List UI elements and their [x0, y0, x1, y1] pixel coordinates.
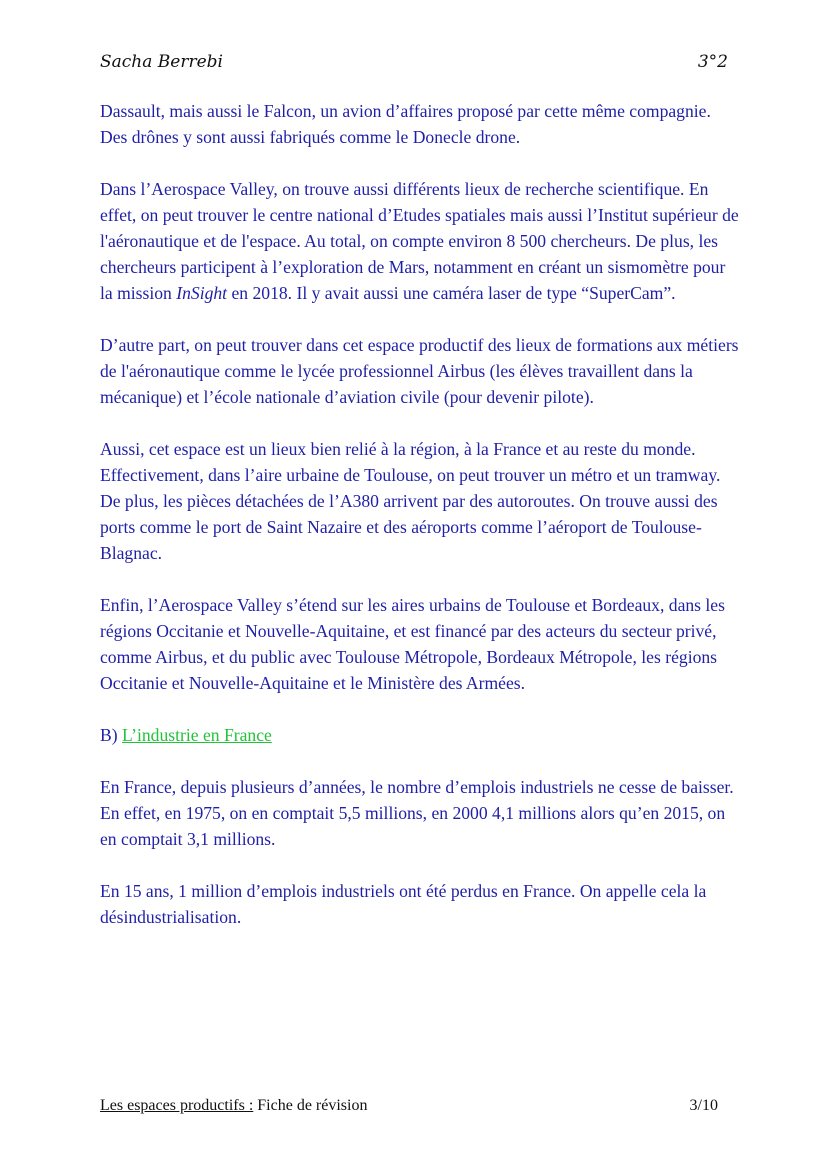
paragraph-dassault: Dassault, mais aussi le Falcon, un avion d’affaires proposé par cette même compagnie.	[100, 101, 711, 121]
page-header	[100, 52, 728, 80]
paragraph-actors: Enfin, l’Aerospace Valley s’étend sur les aires urbains de Toulouse et Bordeaux, dans les régions Occitanie et Nouvelle-Aquitaine, et est financé par des acteurs du secteur privé, comme Airbus, et du public avec Toulouse Métropole, Bordeaux Métropole, les régions Occitanie et Nouvelle-Aquitaine et le Ministère des Armées.	[100, 595, 725, 693]
page-number: 3/10	[689, 1097, 718, 1114]
paragraph-connections: Aussi, cet espace est un lieux bien relié à la région, à la France et au reste du monde. Effectivement, dans l’aire urbaine de Toulouse, on peut trouver un métro et un tramway. De plus, les pièces détachées de l’A380 arrivent par des autoroutes. On trouve aussi des ports comme le port de Saint Nazaire et des aéroports comme l’aéroport de Toulouse-Blagnac.	[100, 439, 721, 563]
class-label: 3°2	[697, 52, 728, 72]
document-body	[100, 98, 740, 956]
paragraph-research	[100, 176, 740, 306]
research-text: Dans l’Aerospace Valley, on trouve aussi différents lieux de recherche scientifique. En effet, on peut trouver le centre national d’Etudes spatiales mais aussi l’Institut supérieur de l'aéronautique et de l'espace. Au total, on compte environ 8 500 chercheurs. De plus, les chercheurs participent à l’exploration de Mars, notamment en créant un sismomètre pour la mission	[100, 179, 739, 303]
paragraph-employment: En France, depuis plusieurs d’années, le nombre d’emplois industriels ne cesse de baisser. En effet, en 1975, on en comptait 5,5 millions, en 2000 4,1 millions alors qu’en 2015, on en comptait 3,1 millions.	[100, 777, 734, 849]
section-heading	[100, 722, 740, 748]
section-title-link[interactable]: L’industrie en France	[122, 725, 272, 745]
paragraph-training: D’autre part, on peut trouver dans cet espace productif des lieux de formations aux métiers de l'aéronautique comme le lycée professionnel Airbus (les élèves travaillent dans la mécanique) et l’école nationale d’aviation civile (pour devenir pilote).	[100, 335, 739, 407]
paragraph-drones: Des drônes y sont aussi fabriqués comme le Donecle drone.	[100, 127, 521, 147]
footer-title	[100, 1097, 367, 1115]
footer-title-underlined: Les espaces productifs :	[100, 1097, 254, 1114]
author-name: Sacha Berrebi	[100, 52, 223, 72]
page-footer	[100, 1097, 718, 1121]
section-prefix: B)	[100, 725, 122, 745]
footer-title-rest: Fiche de révision	[253, 1097, 368, 1114]
research-text-end: en 2018. Il y avait aussi une caméra laser de type “SuperCam”.	[227, 283, 676, 303]
paragraph-deindustrialization: En 15 ans, 1 million d’emplois industriels ont été perdus en France. On appelle cela la désindustrialisation.	[100, 881, 707, 927]
mission-name: InSight	[176, 283, 228, 303]
